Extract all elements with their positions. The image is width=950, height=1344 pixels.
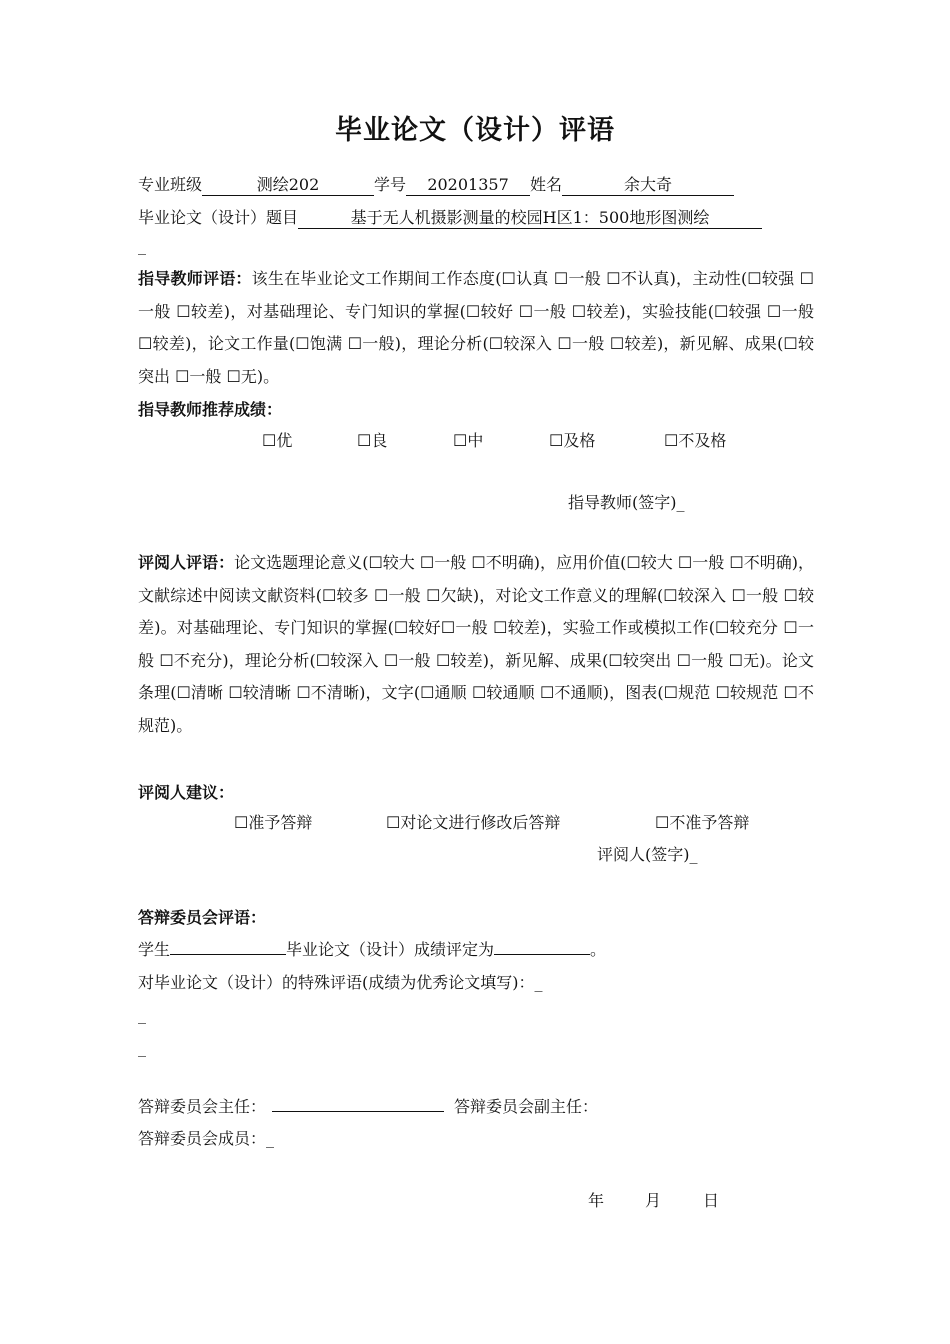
student-prefix: 学生 <box>138 940 171 959</box>
topic-line <box>138 205 762 229</box>
advisor-signature[interactable]: 指导教师(签字)_ <box>568 493 685 512</box>
reviewer-comment: 论文选题理论意义(☐较大 ☐一般 ☐不明确)，应用价值(☐较大 ☐一般 ☐不明确)，文献综述中阅读文献资料(☐较多 ☐一般 ☐欠缺)，对论文工作意义的理解(☐较深入 ☐一般 ☐较差)。对基础理论、专门知识的掌握(☐较好☐一般 ☐较差)，实验工作或模拟工作(☐较充分 ☐一般 ☐不充分)，理论分析(☐较深入 ☐一般 ☐较差)，新见解、成果(☐较突出 ☐一般 ☐无)。论文条理(☐清晰 ☐较清晰 ☐不清晰)，文字(☐通顺 ☐较通顺 ☐不通顺)，图表(☐规范 ☐较规范 ☐不规范)。 <box>138 553 814 735</box>
grade-blank[interactable] <box>494 954 590 955</box>
vice-chair-label: 答辩委员会副主任： <box>454 1097 599 1116</box>
chair-blank[interactable] <box>272 1111 444 1112</box>
committee-members: 答辩委员会成员：_ <box>138 1129 275 1148</box>
grade-excellent[interactable]: ☐优 <box>262 431 293 450</box>
page-title: 毕业论文（设计）评语 <box>335 115 615 146</box>
grade-pass[interactable]: ☐及格 <box>549 431 596 450</box>
grade-period: 。 <box>590 940 607 959</box>
grade-text: 毕业论文（设计）成绩评定为 <box>286 940 495 959</box>
advisor-comment: 该生在毕业论文工作期间工作态度(☐认真 ☐一般 ☐不认真)，主动性(☐较强 ☐一般 ☐较差)，对基础理论、专门知识的掌握(☐较好 ☐一般 ☐较差)，实验技能(☐较强 ☐一般 ☐较差)，论文工作量(☐饱满 ☐一般)，理论分析(☐较深入 ☐一般 ☐较差)，新见解、成果(☐较突出 ☐一般 ☐无)。 <box>138 269 814 386</box>
committee-chair-line <box>138 1094 598 1117</box>
reviewer-section <box>138 547 814 742</box>
advisor-heading: 指导教师评语： <box>138 269 252 288</box>
class-label: 专业班级 <box>138 175 203 194</box>
reviewer-suggestion-options <box>0 810 950 834</box>
name-value[interactable]: 余大奇 <box>562 175 734 196</box>
advisor-grade-heading: 指导教师推荐成绩： <box>138 400 283 419</box>
reviewer-suggestion-heading: 评阅人建议： <box>138 783 235 802</box>
option-revise[interactable]: ☐对论文进行修改后答辩 <box>386 813 561 832</box>
advisor-section <box>138 263 814 393</box>
topic-value[interactable]: 基于无人机摄影测量的校园H区1：500地形图测绘 <box>298 208 762 229</box>
date-day: 日 <box>703 1191 720 1210</box>
committee-heading: 答辩委员会评语： <box>138 908 267 927</box>
grade-fail[interactable]: ☐不及格 <box>664 431 727 450</box>
special-comment-blank-2: _ <box>138 1038 146 1057</box>
reviewer-heading: 评阅人评语： <box>138 553 235 572</box>
date-year: 年 <box>588 1191 605 1210</box>
info-line <box>138 172 734 196</box>
grade-good[interactable]: ☐良 <box>357 431 388 450</box>
committee-grade-line <box>138 937 606 960</box>
grade-medium[interactable]: ☐中 <box>453 431 484 450</box>
reviewer-signature[interactable]: 评阅人(签字)_ <box>597 845 698 864</box>
name-label: 姓名 <box>530 175 563 194</box>
date-month: 月 <box>645 1191 662 1210</box>
student-name-blank[interactable] <box>170 954 286 955</box>
id-label: 学号 <box>374 175 407 194</box>
date-line <box>0 1188 950 1212</box>
topic-label: 毕业论文（设计）题目 <box>138 208 299 227</box>
advisor-grade-options <box>0 428 950 452</box>
option-approve[interactable]: ☐准予答辩 <box>234 813 313 832</box>
topic-blank: _ <box>138 236 146 255</box>
special-comment: 对毕业论文（设计）的特殊评语(成绩为优秀论文填写)：_ <box>138 973 543 992</box>
id-value[interactable]: 20201357 <box>406 175 530 196</box>
class-value[interactable]: 测绘202 <box>202 175 374 196</box>
special-comment-blank-1: _ <box>138 1005 146 1024</box>
chair-label: 答辩委员会主任： <box>138 1097 267 1116</box>
option-reject[interactable]: ☐不准予答辩 <box>655 813 750 832</box>
